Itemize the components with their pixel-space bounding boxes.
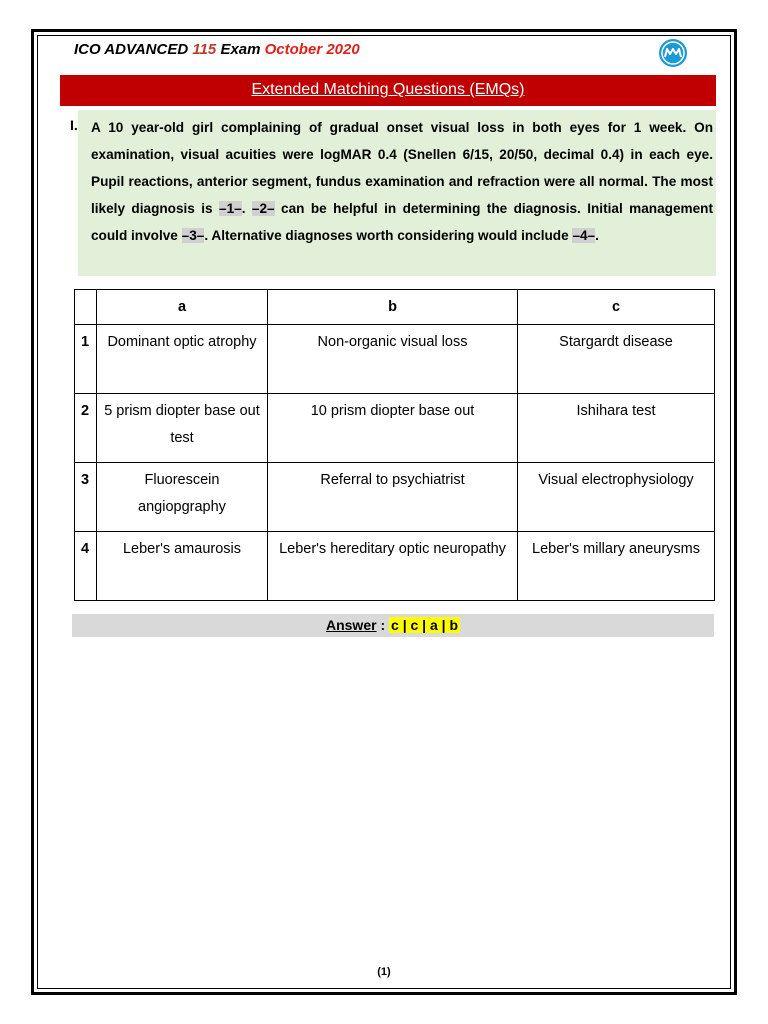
option-cell: Visual electrophysiology	[518, 463, 715, 532]
blank-2: –2–	[251, 201, 275, 216]
question-stem	[78, 110, 716, 276]
stem-text: .	[241, 201, 252, 216]
header-cell-b: b	[268, 290, 518, 325]
option-cell: Stargardt disease	[518, 325, 715, 394]
header-cell-a: a	[97, 290, 268, 325]
table-header-row	[75, 290, 715, 325]
table-row	[75, 325, 715, 394]
option-cell: Referral to psychiatrist	[268, 463, 518, 532]
option-cell: 5 prism diopter base out test	[97, 394, 268, 463]
option-cell: Leber's millary aneurysms	[518, 532, 715, 601]
stem-text: . Alternative diagnoses worth considering would include	[204, 228, 573, 243]
header-word: Exam	[220, 41, 261, 58]
option-cell: Non-organic visual loss	[268, 325, 518, 394]
option-cell: 10 prism diopter base out	[268, 394, 518, 463]
options-table	[74, 289, 715, 601]
header-cell-c: c	[518, 290, 715, 325]
table-row	[75, 532, 715, 601]
table-row	[75, 463, 715, 532]
header-number: 115	[192, 41, 217, 58]
exam-header	[74, 41, 694, 58]
option-cell: Fluorescein angiopgraphy	[97, 463, 268, 532]
answer-value: c | c | a | b	[391, 617, 459, 633]
stem-text: .	[595, 228, 599, 243]
header-prefix: ICO ADVANCED	[74, 41, 189, 58]
blank-4: –4–	[572, 228, 596, 243]
header-cell	[75, 290, 97, 325]
page-number: (1)	[377, 966, 391, 978]
row-number: 2	[75, 394, 97, 463]
row-number: 3	[75, 463, 97, 532]
row-number: 4	[75, 532, 97, 601]
table-row	[75, 394, 715, 463]
row-number: 1	[75, 325, 97, 394]
blank-1: –1–	[219, 201, 242, 216]
stem-text: can be helpful in determining the diagnosis. Initial management could involve	[91, 201, 713, 243]
option-cell: Dominant optic atrophy	[97, 325, 268, 394]
answer-label: Answer	[325, 617, 377, 633]
stem-text: A 10 year-old girl complaining of gradual onset visual loss in both eyes for 1 week. On examination, visual acuities were logMAR 0.4 (Snellen 6/15, 20/50, decimal 0.4) in each eye. Pupil reactions, anterior segment, fundus examination and refraction were all normal. The most likely diagnosis is	[91, 120, 713, 216]
option-cell: Leber's amaurosis	[97, 532, 268, 601]
section-title-bar	[60, 75, 716, 106]
answer-separator: :	[376, 617, 390, 633]
option-cell: Leber's hereditary optic neuropathy	[268, 532, 518, 601]
mm-logo-icon	[658, 38, 688, 68]
question-number: I.	[70, 117, 78, 133]
blank-3: –3–	[181, 228, 205, 243]
section-title: Extended Matching Questions (EMQs)	[251, 81, 525, 98]
answer-bar	[72, 614, 714, 637]
option-cell: Ishihara test	[518, 394, 715, 463]
header-date: October 2020	[264, 41, 360, 58]
